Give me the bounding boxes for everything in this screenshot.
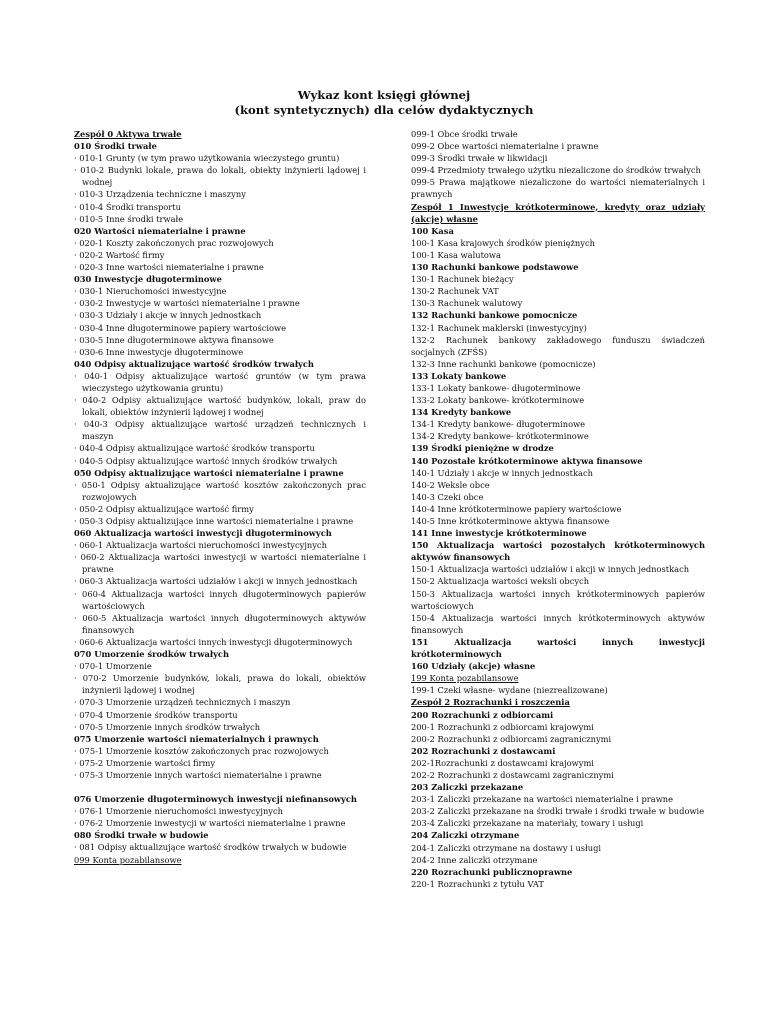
sub-account-item: · 020-3 Inne wartości niematerialne i prawne <box>74 261 366 273</box>
account-group-heading: 151 Aktualizacja wartości innych inwestycji krótkoterminowych <box>411 636 705 660</box>
account-line: 204-2 Inne zaliczki otrzymane <box>411 854 538 865</box>
account-group-heading: 204 Zaliczki otrzymane <box>411 830 520 841</box>
sub-account-item: · 070-4 Umorzenie środków transportu <box>74 709 366 721</box>
account-line: 203-2 Zaliczki przekazane na środki trwałe i środki trwałe w budowie <box>411 806 705 817</box>
account-line: 099-4 Przedmioty trwałego użytku niezaliczone do środków trwałych <box>411 165 701 176</box>
account-line: 200-2 Rozrachunki z odbiorcami zagranicznymi <box>411 733 612 744</box>
account-line: 132-1 Rachunek maklerski (inwestycyjny) <box>411 322 587 333</box>
account-group-heading: 010 Środki trwałe <box>74 141 157 152</box>
account-line: 202-1Rozrachunki z dostawcami krajowymi <box>411 757 594 768</box>
account-line: 140-3 Czeki obce <box>411 491 484 502</box>
sub-account-item: · 070-2 Umorzenie budynków, lokali, prawa do lokali, obiektów inżynierii lądowej i wodnej <box>74 672 366 696</box>
sub-account-item: · 060-2 Aktualizacja wartości inwestycji w wartości niematerialne i prawne <box>74 551 366 575</box>
account-line: 150-4 Aktualizacja wartości innych krótkoterminowych aktywów finansowych <box>411 612 705 635</box>
blank-line <box>74 781 366 793</box>
account-line: 203-4 Zaliczki przekazane na materiały, towary i usługi <box>411 818 644 829</box>
sub-account-item: · 075-3 Umorzenie innych wartości niematerialne i prawne <box>74 769 366 781</box>
sub-account-item: · 060-1 Aktualizacja wartości nieruchomości inwestycyjnych <box>74 539 366 551</box>
account-group-heading: 132 Rachunki bankowe pomocnicze <box>411 310 578 321</box>
sub-account-item: · 020-2 Wartość firmy <box>74 249 366 261</box>
account-group-heading: 202 Rozrachunki z dostawcami <box>411 745 556 756</box>
account-group-heading: 060 Aktualizacja wartości inwestycji długoterminowych <box>74 528 332 539</box>
account-group-heading: 050 Odpisy aktualizujące wartości niematerialne i prawne <box>74 467 344 478</box>
left-column <box>74 128 366 866</box>
account-group-heading: 040 Odpisy aktualizujące wartość środków trwałych <box>74 358 314 369</box>
sub-account-item: · 050-1 Odpisy aktualizujące wartość kosztów zakończonych prac rozwojowych <box>74 479 366 503</box>
account-line: 130-3 Rachunek walutowy <box>411 298 523 309</box>
account-group-heading: 140 Pozostałe krótkoterminowe aktywa finansowe <box>411 455 643 466</box>
account-line: 202-2 Rozrachunki z dostawcami zagranicznymi <box>411 769 614 780</box>
account-group-heading: 020 Wartości niematerialne i prawne <box>74 225 246 236</box>
account-line: 130-1 Rachunek bieżący <box>411 274 514 285</box>
account-group-heading: 100 Kasa <box>411 225 454 236</box>
sub-account-item: · 010-1 Grunty (w tym prawo użytkowania wieczystego gruntu) <box>74 152 366 164</box>
account-line: 132-3 Inne rachunki bankowe (pomocnicze) <box>411 358 596 369</box>
account-line: 140-4 Inne krótkoterminowe papiery wartościowe <box>411 503 622 514</box>
account-group-heading: 075 Umorzenie wartości niematerialnych i prawnych <box>74 733 319 744</box>
account-line: 150-3 Aktualizacja wartości innych krótkoterminowych papierów wartościowych <box>411 588 705 611</box>
account-group-heading: 220 Rozrachunki publicznoprawne <box>411 866 573 877</box>
account-line: 100-1 Kasa walutowa <box>411 249 501 260</box>
sub-account-item: · 076-1 Umorzenie nieruchomości inwestycyjnych <box>74 805 366 817</box>
account-group-heading: 076 Umorzenie długoterminowych inwestycji niefinansowych <box>74 794 357 805</box>
sub-account-item: · 070-5 Umorzenie innych środków trwałych <box>74 721 366 733</box>
account-group-heading: 203 Zaliczki przekazane <box>411 782 524 793</box>
account-line: 150-1 Aktualizacja wartości udziałów i akcji w innych jednostkach <box>411 564 690 575</box>
account-line: 204-1 Zaliczki otrzymane na dostawy i usługi <box>411 842 602 853</box>
account-line: 100-1 Kasa krajowych środków pieniężnych <box>411 237 595 248</box>
sub-account-item: · 076-2 Umorzenie inwestycji w wartości niematerialne i prawne <box>74 817 366 829</box>
right-column <box>411 128 705 890</box>
sub-account-item: · 060-4 Aktualizacja wartości innych długoterminowych papierów wartościowych <box>74 588 366 612</box>
account-line: 140-1 Udziały i akcje w innych jednostkach <box>411 467 593 478</box>
sub-account-item: · 070-3 Umorzenie urządzeń technicznych i maszyn <box>74 696 366 708</box>
sub-account-item: · 030-1 Nieruchomości inwestycyjne <box>74 285 366 297</box>
sub-account-item: · 075-1 Umorzenie kosztów zakończonych prac rozwojowych <box>74 745 366 757</box>
sub-account-item: · 050-2 Odpisy aktualizujące wartość firmy <box>74 503 366 515</box>
sub-account-item: · 081 Odpisy aktualizujące wartość środków trwałych w budowie <box>74 841 366 853</box>
sub-account-item: · 020-1 Koszty zakończonych prac rozwojowych <box>74 237 366 249</box>
account-group-heading: 200 Rozrachunki z odbiorcami <box>411 709 554 720</box>
account-line: 130-2 Rachunek VAT <box>411 286 499 297</box>
account-line: 134-2 Kredyty bankowe- krótkoterminowe <box>411 431 589 442</box>
section-heading: Zespół 0 Aktywa trwałe <box>74 129 182 139</box>
sub-account-item: · 030-6 Inne inwestycje długoterminowe <box>74 346 366 358</box>
account-group-heading: 133 Lokaty bankowe <box>411 370 507 381</box>
sub-account-item: · 070-1 Umorzenie <box>74 660 366 672</box>
account-line: 140-2 Weksle obce <box>411 479 490 490</box>
page-subtitle: (kont syntetycznych) dla celów dydaktycznych <box>234 103 534 117</box>
title-block <box>0 88 768 118</box>
sub-account-item: · 040-1 Odpisy aktualizujące wartość gruntów (w tym prawa wieczystego użytkowania gruntu) <box>74 370 366 394</box>
account-line: 133-2 Lokaty bankowe- krótkoterminowe <box>411 395 585 406</box>
sub-account-item: · 060-3 Aktualizacja wartości udziałów i akcji w innych jednostkach <box>74 575 366 587</box>
sub-account-item: · 030-2 Inwestycje w wartości niematerialne i prawne <box>74 297 366 309</box>
sub-account-item: · 040-2 Odpisy aktualizujące wartość budynków, lokali, praw do lokali, obiektów inżynierii lądowej i wodnej <box>74 394 366 418</box>
account-line: 132-2 Rachunek bankowy zakładowego funduszu świadczeń socjalnych (ZFŚS) <box>411 334 705 357</box>
section-heading: Zespół 2 Rozrachunki i roszczenia <box>411 697 570 708</box>
sub-account-item: · 040-5 Odpisy aktualizujące wartość innych środków trwałych <box>74 455 366 467</box>
account-group-heading: 150 Aktualizacja wartości pozostałych krótkoterminowych aktywów finansowych <box>411 540 705 563</box>
account-group-heading: 160 Udziały (akcje) własne <box>411 661 536 672</box>
account-line: 099-1 Obce środki trwałe <box>411 129 518 139</box>
account-group-heading: 130 Rachunki bankowe podstawowe <box>411 262 579 273</box>
sub-account-item: · 040-3 Odpisy aktualizujące wartość urządzeń technicznych i maszyn <box>74 418 366 442</box>
account-line: 150-2 Aktualizacja wartości weksli obcych <box>411 576 590 587</box>
sub-account-item: · 050-3 Odpisy aktualizujące inne wartości niematerialne i prawne <box>74 515 366 527</box>
sub-account-item: · 010-3 Urządzenia techniczne i maszyny <box>74 188 366 200</box>
account-line: 099-2 Obce wartości niematerialne i prawne <box>411 141 599 152</box>
account-line: 133-1 Lokaty bankowe- długoterminowe <box>411 382 581 393</box>
account-group-heading: 139 Środki pieniężne w drodze <box>411 443 554 454</box>
account-line: 203-1 Zaliczki przekazane na wartości niematerialne i prawne <box>411 794 674 805</box>
account-line: 099-3 Środki trwałe w likwidacji <box>411 153 548 164</box>
section-heading: Zespół 1 Inwestycje krótkoterminowe, kredyty oraz udziały (akcje) własne <box>411 201 705 224</box>
off-balance-heading: 199 Konta pozabilansowe <box>411 673 519 684</box>
account-group-heading: 141 Inne inwestycje krótkoterminowe <box>411 528 587 539</box>
sub-account-item: · 030-5 Inne długoterminowe aktywa finansowe <box>74 334 366 346</box>
account-group-heading: 070 Umorzenie środków trwałych <box>74 649 229 660</box>
sub-account-item: · 075-2 Umorzenie wartości firmy <box>74 757 366 769</box>
off-balance-heading: 099 Konta pozabilansowe <box>74 854 182 865</box>
sub-account-item: · 010-5 Inne środki trwałe <box>74 213 366 225</box>
sub-account-item: · 030-4 Inne długoterminowe papiery wartościowe <box>74 322 366 334</box>
account-line: 200-1 Rozrachunki z odbiorcami krajowymi <box>411 721 594 732</box>
account-group-heading: 080 Środki trwałe w budowie <box>74 830 209 841</box>
account-group-heading: 134 Kredyty bankowe <box>411 407 512 418</box>
sub-account-item: · 030-3 Udziały i akcje w innych jednostkach <box>74 309 366 321</box>
account-group-heading: 030 Inwestycje długoterminowe <box>74 274 222 285</box>
sub-account-item: · 060-5 Aktualizacja wartości innych długoterminowych aktywów finansowych <box>74 612 366 636</box>
account-line: 199-1 Czeki własne- wydane (niezrealizowane) <box>411 685 608 696</box>
account-line: 220-1 Rozrachunki z tytułu VAT <box>411 878 544 889</box>
account-line: 099-5 Prawa majątkowe niezaliczone do wartości niematerialnych i prawnych <box>411 177 705 200</box>
sub-account-item: · 010-4 Środki transportu <box>74 201 366 213</box>
account-line: 140-5 Inne krótkoterminowe aktywa finansowe <box>411 516 610 526</box>
sub-account-item: · 060-6 Aktualizacja wartości innych inwestycji długoterminowych <box>74 636 366 648</box>
sub-account-item: · 010-2 Budynki lokale, prawa do lokali, obiekty inżynierii lądowej i wodnej <box>74 164 366 188</box>
account-line: 134-1 Kredyty bankowe- długoterminowe <box>411 419 586 430</box>
page-title: Wykaz kont księgi głównej <box>297 88 471 102</box>
sub-account-item: · 040-4 Odpisy aktualizujące wartość środków transportu <box>74 442 366 454</box>
